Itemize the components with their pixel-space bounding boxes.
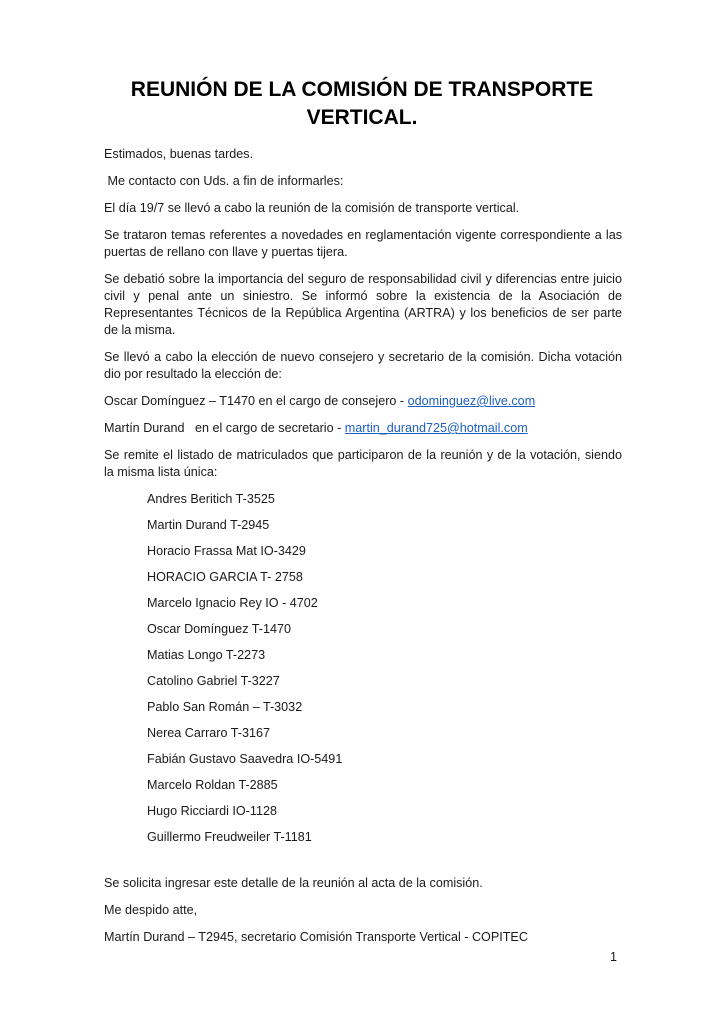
list-item: Catolino Gabriel T-3227 (147, 674, 280, 688)
topics-paragraph: Se trataron temas referentes a novedades en reglamentación vigente correspondiente a las puertas de rellano con llave y puertas tijera. (104, 228, 622, 259)
list-item: Marcelo Ignacio Rey IO - 4702 (147, 596, 318, 610)
list-item: Andres Beritich T-3525 (147, 492, 275, 506)
list-item: Oscar Domínguez T-1470 (147, 622, 291, 636)
elected-consejero (104, 393, 622, 410)
consejero-email-link[interactable]: odominguez@live.com (407, 394, 536, 408)
list-item: Fabián Gustavo Saavedra IO-5491 (147, 752, 343, 766)
participants-intro-paragraph: Se remite el listado de matriculados que participaron de la reunión y de la votación, siendo la misma lista única: (104, 448, 622, 479)
list-item: Pablo San Román – T-3032 (147, 700, 303, 714)
list-item: Marcelo Roldan T-2885 (147, 778, 278, 792)
page-number: 1 (610, 950, 618, 964)
secretario-email-link[interactable]: martin_durand725@hotmail.com (344, 421, 528, 435)
insurance-paragraph: Se debatió sobre la importancia del seguro de responsabilidad civil y diferencias entre juicio civil y penal ante un siniestro. Se informó sobre la existencia de la Asociación de Representantes Técnicos de la República Argentina (ARTRA) y los beneficios de ser parte de la misma. (104, 272, 622, 337)
greeting: Estimados, buenas tardes. (104, 147, 254, 161)
list-item: Horacio Frassa Mat IO-3429 (147, 544, 306, 558)
intro-paragraph: Me contacto con Uds. a fin de informarles: (104, 174, 344, 188)
list-item: HORACIO GARCIA T- 2758 (147, 570, 303, 584)
list-item: Matias Longo T-2273 (147, 648, 266, 662)
document-title (100, 76, 624, 132)
list-item: Nerea Carraro T-3167 (147, 726, 270, 740)
elected-consejero-text: Oscar Domínguez – T1470 en el cargo de consejero - (104, 394, 408, 408)
signature-line: Martín Durand – T2945, secretario Comisión Transporte Vertical - COPITEC (104, 930, 528, 944)
elected-secretario-text: Martín Durand en el cargo de secretario - (104, 421, 345, 435)
election-paragraph: Se llevó a cabo la elección de nuevo consejero y secretario de la comisión. Dicha votación dio por resultado la elección de: (104, 350, 622, 381)
list-item: Hugo Ricciardi IO-1128 (147, 804, 277, 818)
spacer (104, 855, 622, 875)
list-item: Guillermo Freudweiler T-1181 (147, 830, 312, 844)
meeting-date-paragraph: El día 19/7 se llevó a cabo la reunión de la comisión de transporte vertical. (104, 201, 520, 215)
title-line-1: REUNIÓN DE LA COMISIÓN DE TRANSPORTE (130, 78, 594, 101)
participants-list (104, 491, 622, 855)
elected-secretario (104, 420, 622, 437)
document-body (104, 146, 622, 956)
title-line-2: VERTICAL. (306, 106, 418, 129)
list-item: Martin Durand T-2945 (147, 518, 270, 532)
request-paragraph: Se solicita ingresar este detalle de la reunión al acta de la comisión. (104, 876, 483, 890)
closing-paragraph: Me despido atte, (104, 903, 198, 917)
